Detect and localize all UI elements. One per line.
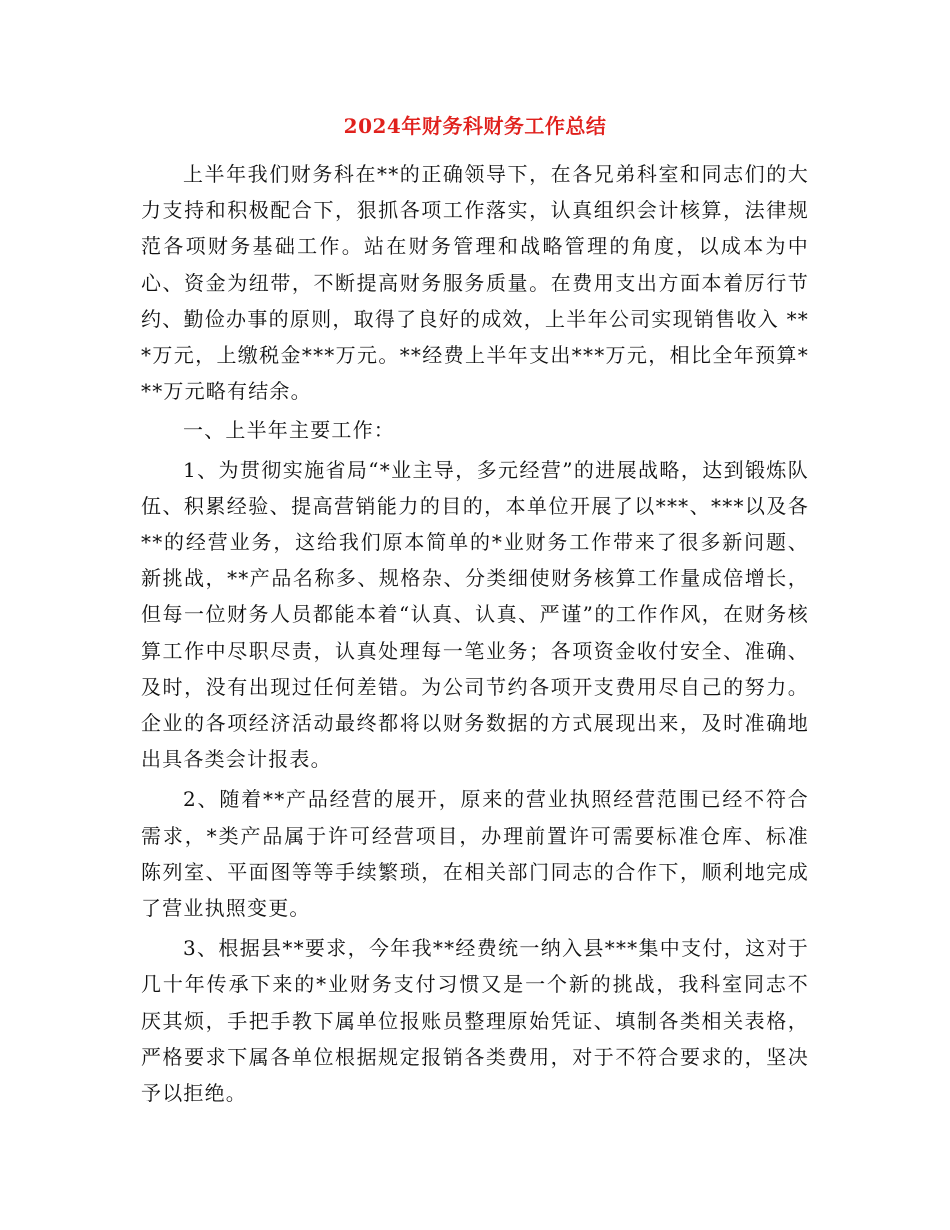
section-heading: 一、上半年主要工作： — [183, 418, 395, 443]
paragraph-intro: 上半年我们财务科在**的正确领导下，在各兄弟科室和同志们的大力支持和积极配合下，狠抓各项工作落实，认真组织会计核算，法律规范各项财务基础工作。站在财务管理和战略管理的角度，以成本为中心、资金为纽带，不断提高财务服务质量。在费用支出方面本着厉行节约、勤俭办事的原则，取得了良好的成效，上半年公司实现销售收入 ***万元，上缴税金***万元。**经费上半年支出***万元，相比全年预算***万元略有结余。 — [141, 162, 809, 404]
document-title: 2024年财务科财务工作总结 — [343, 114, 607, 138]
document-body — [141, 156, 809, 1111]
paragraph-item-2: 2、随着**产品经营的展开，原来的营业执照经营范围已经不符合需求，*类产品属于许可经营项目，办理前置许可需要标准仓库、标准陈列室、平面图等等手续繁琐，在相关部门同志的合作下，顺利地完成了营业执照变更。 — [141, 787, 809, 921]
paragraph-item-1: 1、为贯彻实施省局“*业主导，多元经营”的进展战略，达到锻炼队伍、积累经验、提高营销能力的目的，本单位开展了以***、***以及各**的经营业务，这给我们原本简单的*业财务工作带来了很多新问题、新挑战，**产品名称多、规格杂、分类细使财务核算工作量成倍增长，但每一位财务人员都能本着“认真、认真、严谨”的工作作风，在财务核算工作中尽职尽责，认真处理每一笔业务；各项资金收付安全、准确、及时，没有出现过任何差错。为公司节约各项开支费用尽自己的努力。企业的各项经济活动最终都将以财务数据的方式展现出来，及时准确地出具各类会计报表。 — [141, 457, 809, 772]
paragraph-item-3: 3、根据县**要求，今年我**经费统一纳入县***集中支付，这对于几十年传承下来的*业财务支付习惯又是一个新的挑战，我科室同志不厌其烦，手把手教下属单位报账员整理原始凭证、填制各类相关表格，严格要求下属各单位根据规定报销各类费用，对于不符合要求的，坚决予以拒绝。 — [141, 936, 809, 1106]
